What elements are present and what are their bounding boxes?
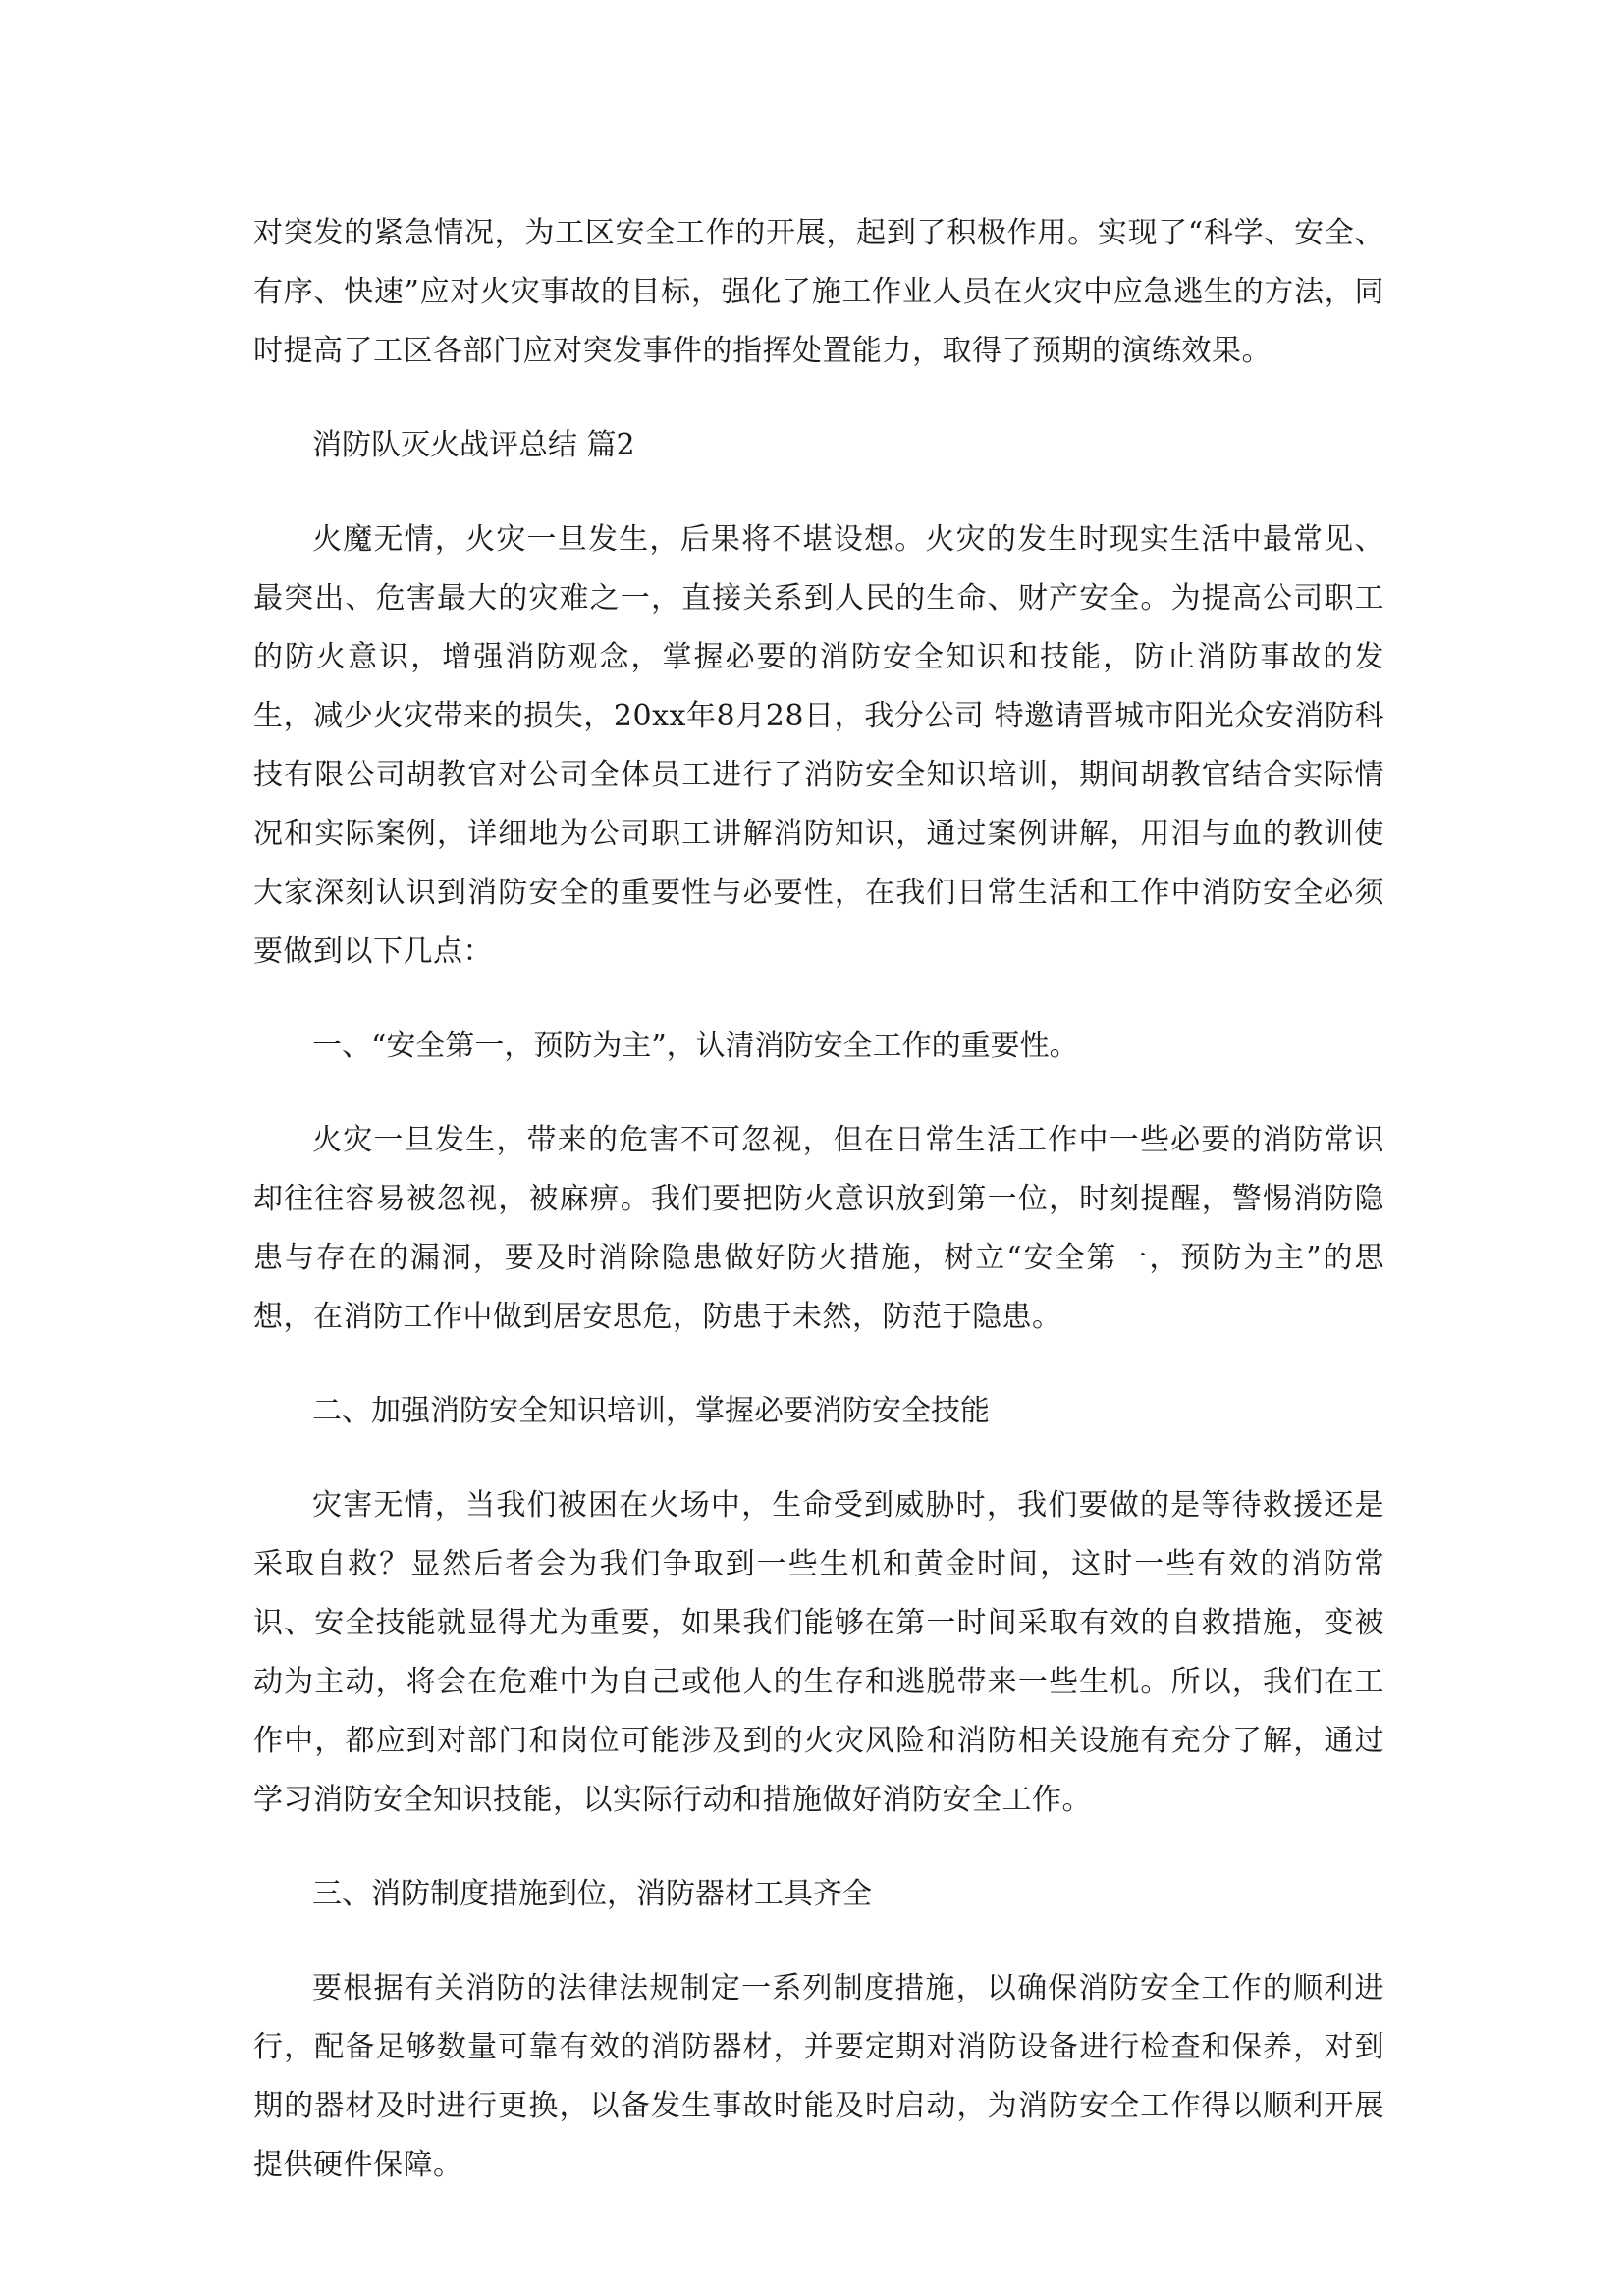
point-one-body: 火灾一旦发生，带来的危害不可忽视，但在日常生活工作中一些必要的消防常识却往往容易被忽视，被麻痹。我们要把防火意识放到第一位，时刻提醒，警惕消防隐患与存在的漏洞，要及时消除隐患做好防火措施，树立“安全第一，预防为主”的思想，在消防工作中做到居安思危，防患于未然，防范于隐患。: [253, 1123, 1384, 1334]
point-three-heading: 三、消防制度措施到位，消防器材工具齐全: [312, 1877, 872, 1911]
point-two-body: 灾害无情，当我们被困在火场中，生命受到威胁时，我们要做的是等待救援还是采取自救？显然后者会为我们争取到一些生机和黄金时间，这时一些有效的消防常识、安全技能就显得尤为重要，如果我们能够在第一时间采取有效的自救措施，变被动为主动，将会在危难中为自己或他人的生存和逃脱带来一些生机。所以，我们在工作中，都应到对部门和岗位可能涉及到的火灾风险和消防相关设施有充分了解，通过学习消防安全知识技能，以实际行动和措施做好消防安全工作。: [253, 1488, 1384, 1817]
point-two-heading: 二、加强消防安全知识培训，掌握必要消防安全技能: [312, 1394, 990, 1428]
section-title: 消防队灭火战评总结 篇2: [312, 428, 635, 462]
paragraph-intro: 火魔无情，火灾一旦发生，后果将不堪设想。火灾的发生时现实生活中最常见、最突出、危害最大的灾难之一，直接关系到人民的生命、财产安全。为提高公司职工的防火意识，增强消防观念，掌握必要的消防安全知识和技能，防止消防事故的发生，减少火灾带来的损失，20xx年8月28日，我分公司 特邀请晋城市阳光众安消防科技有限公司胡教官对公司全体员工进行了消防安全知识培训，期间胡教官结合实际情况和实际案例，详细地为公司职工讲解消防知识，通过案例讲解，用泪与血的教训使大家深刻认识到消防安全的重要性与必要性，在我们日常生活和工作中消防安全必须要做到以下几点：: [253, 522, 1384, 969]
paragraph-continuation: 对突发的紧急情况，为工区安全工作的开展，起到了积极作用。实现了“科学、安全、有序、快速”应对火灾事故的目标，强化了施工作业人员在火灾中应急逃生的方法，同时提高了工区各部门应对突发事件的指挥处置能力，取得了预期的演练效果。: [253, 216, 1384, 368]
point-one-heading: 一、“安全第一，预防为主”，认清消防安全工作的重要性。: [312, 1029, 1079, 1063]
point-three-body: 要根据有关消防的法律法规制定一系列制度措施，以确保消防安全工作的顺利进行，配备足够数量可靠有效的消防器材，并要定期对消防设备进行检查和保养，对到期的器材及时进行更换，以备发生事故时能及时启动，为消防安全工作得以顺利开展提供硬件保障。: [253, 1971, 1384, 2182]
document-page: [253, 204, 1384, 2230]
